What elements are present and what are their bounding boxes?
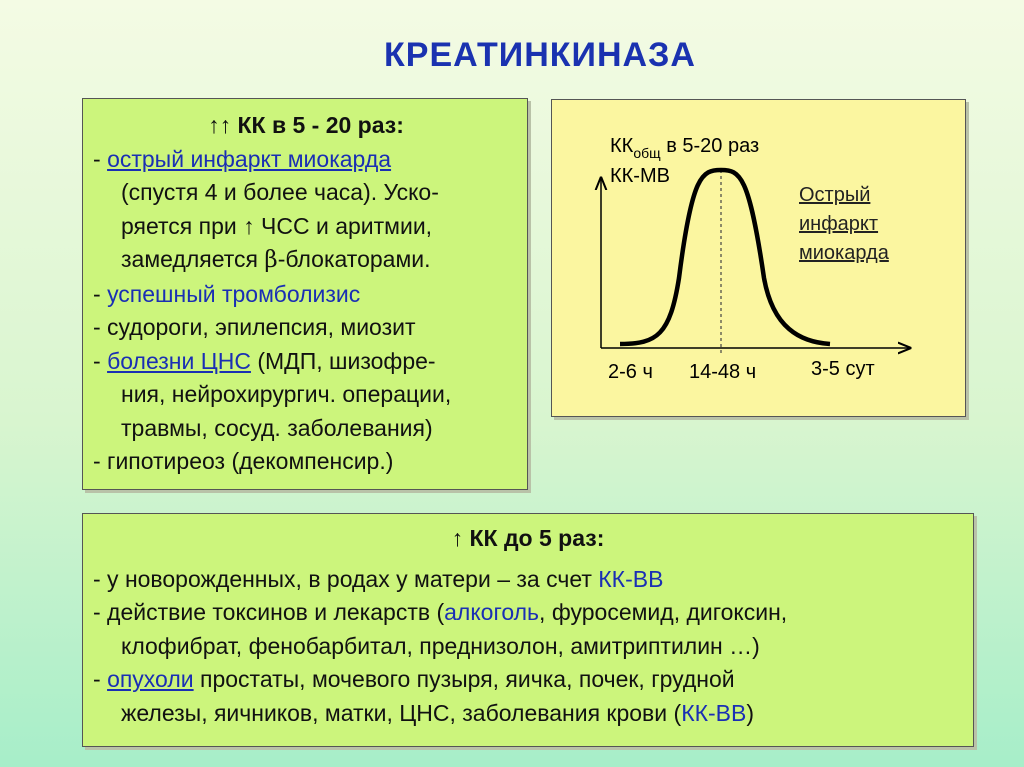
list-item-cont: ряется при ↑ ЧСС и аритмии,: [121, 212, 433, 239]
list-item: - судороги, эпилепсия, миозит: [93, 314, 416, 340]
left-heading-text: КК в 5 - 20 раз:: [237, 112, 404, 138]
up-arrow-icon: ↑: [243, 212, 255, 239]
y-axis-label: $КК_{общ}$ в 5-20 раз: [610, 135, 760, 161]
y-axis-label-2: КК-МВ: [610, 165, 670, 187]
caption-line-2: инфаркт: [799, 213, 879, 235]
list-item-cont: травмы, сосуд. заболевания): [121, 414, 433, 441]
caption-line-1: Острый: [799, 184, 871, 206]
bottom-heading-text: КК до 5 раз:: [469, 525, 605, 551]
link-myocardial-infarction[interactable]: острый инфаркт миокарда: [107, 145, 392, 172]
left-heading: [93, 109, 519, 143]
list-item: - действие токсинов и лекарств (алкоголь, фуросемид, дигоксин,: [93, 599, 788, 625]
caption-line-3: миокарда: [799, 242, 889, 264]
x-label-3-5-days: 3-5 сут: [811, 358, 875, 380]
list-item: - опухоли простаты, мочевого пузыря, яичка, почек, грудной: [93, 666, 735, 692]
list-item-cont: клофибрат, фенобарбитал, преднизолон, амитриптилин …): [121, 632, 760, 659]
thrombolysis-text: успешный тромболизис: [107, 280, 361, 307]
ck-bb-text: КК-ВВ: [681, 699, 747, 726]
page-title: КРЕАТИНКИНАЗА: [384, 36, 696, 74]
list-item-cont: ния, нейрохирургич. операции,: [121, 381, 452, 407]
up-arrow-icon: ↑: [451, 525, 464, 551]
link-cns-diseases[interactable]: болезни ЦНС: [107, 347, 251, 374]
double-up-arrow-icon: ↑↑: [208, 112, 232, 138]
alcohol-text: алкоголь: [444, 599, 540, 625]
list-item: - болезни ЦНС (МДП, шизофре-: [93, 347, 436, 374]
left-panel: [82, 98, 528, 490]
link-tumors[interactable]: опухоли: [107, 666, 194, 692]
ck-curve-diagram: [552, 100, 967, 418]
graph-panel: [551, 99, 966, 417]
bottom-panel: [82, 513, 974, 747]
beta-symbol: β: [264, 247, 278, 273]
x-label-2-6h: 2-6 ч: [608, 361, 653, 383]
list-item: - успешный тромболизис: [93, 280, 361, 307]
list-item-cont: железы, яичников, матки, ЦНС, заболевания крови (КК-ВВ): [121, 699, 754, 726]
ck-bb-text: КК-ВВ: [598, 565, 664, 592]
list-item: - острый инфаркт миокарда: [93, 145, 392, 172]
bottom-heading: [93, 522, 963, 556]
list-item: - гипотиреоз (декомпенсир.): [93, 448, 394, 474]
list-item: - у новорожденных, в родах у матери – за счет КК-ВВ: [93, 565, 664, 592]
list-item-cont: (спустя 4 и более часа). Уско-: [121, 179, 439, 205]
list-item-cont: замедляется β-блокаторами.: [121, 246, 431, 273]
x-label-14-48h: 14-48 ч: [689, 361, 757, 383]
